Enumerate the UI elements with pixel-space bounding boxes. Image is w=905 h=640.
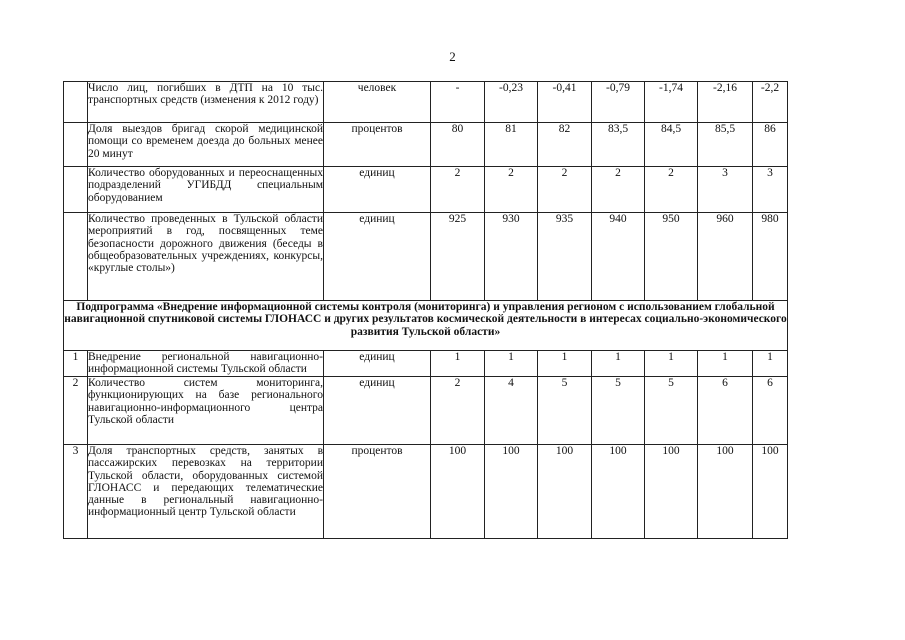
table-row <box>64 377 788 445</box>
indicators-table <box>63 81 788 539</box>
table-row <box>64 351 788 377</box>
indicator-value: 100 <box>592 445 645 539</box>
indicator-name: Число лиц, погибших в ДТП на 10 тыс. транспортных средств (изменения к 2012 году) <box>88 82 324 123</box>
indicator-value: 960 <box>698 213 753 301</box>
indicator-value: 2 <box>431 167 485 213</box>
indicator-value: 100 <box>538 445 592 539</box>
indicator-value: 930 <box>485 213 538 301</box>
indicator-value: 1 <box>698 351 753 377</box>
page-number: 2 <box>449 49 456 64</box>
row-number <box>64 82 88 123</box>
row-number <box>64 167 88 213</box>
indicator-value: 6 <box>753 377 788 445</box>
indicator-value: 3 <box>698 167 753 213</box>
indicator-value: 980 <box>753 213 788 301</box>
indicator-value: 2 <box>645 167 698 213</box>
indicator-value: 2 <box>431 377 485 445</box>
indicator-value: 935 <box>538 213 592 301</box>
row-number <box>64 123 88 167</box>
indicator-value: -2,2 <box>753 82 788 123</box>
indicator-value: 100 <box>485 445 538 539</box>
indicator-value: 1 <box>485 351 538 377</box>
unit-of-measure: единиц <box>324 167 431 213</box>
indicator-value: 2 <box>485 167 538 213</box>
indicator-value: 6 <box>698 377 753 445</box>
indicator-value: 86 <box>753 123 788 167</box>
table-row <box>64 82 788 123</box>
indicator-value: 100 <box>431 445 485 539</box>
indicator-value: -0,41 <box>538 82 592 123</box>
unit-of-measure: единиц <box>324 377 431 445</box>
indicator-value: 85,5 <box>698 123 753 167</box>
indicator-value: -1,74 <box>645 82 698 123</box>
indicator-value: 5 <box>592 377 645 445</box>
indicator-value: 100 <box>645 445 698 539</box>
indicator-value: 100 <box>698 445 753 539</box>
indicator-value: 82 <box>538 123 592 167</box>
indicator-value: 1 <box>645 351 698 377</box>
unit-of-measure: единиц <box>324 351 431 377</box>
indicator-value: 2 <box>592 167 645 213</box>
indicator-value: 940 <box>592 213 645 301</box>
row-number <box>64 213 88 301</box>
row-number: 1 <box>64 351 88 377</box>
indicator-name: Внедрение региональной навигационно-информационной системы Тульской области <box>88 351 323 376</box>
table-row <box>64 213 788 301</box>
row-number: 3 <box>64 445 88 539</box>
indicator-value: 1 <box>592 351 645 377</box>
indicator-name: Количество проведенных в Тульской области мероприятий в год, посвященных теме безопасности дорожного движения (беседы в общеобразовательных учреждениях, конкурсы, «круглые столы») <box>88 213 324 301</box>
indicator-value: 1 <box>538 351 592 377</box>
table-row <box>64 123 788 167</box>
unit-of-measure: процентов <box>324 123 431 167</box>
row-number: 2 <box>64 377 88 445</box>
table-row <box>64 445 788 539</box>
indicator-value: 1 <box>431 351 485 377</box>
indicator-value: 83,5 <box>592 123 645 167</box>
indicator-value: 950 <box>645 213 698 301</box>
subprogram-title: Подпрограмма «Внедрение информационной системы контроля (мониторинга) и управления регионом с использованием глобальной навигационной спутниковой системы ГЛОНАСС и других результатов космической деятельности в интересах социально-экономического развития Тульской области» <box>64 301 788 351</box>
table-body <box>64 82 788 539</box>
subprogram-header-row <box>64 301 788 351</box>
indicator-value: -0,79 <box>592 82 645 123</box>
indicator-value: 925 <box>431 213 485 301</box>
indicator-value: 3 <box>753 167 788 213</box>
indicator-name: Доля транспортных средств, занятых в пассажирских перевозках на территории Тульской области, оборудованных системой ГЛОНАСС и передающих телематические данные в региональный навигационно-информационный центр Тульской области <box>88 445 324 539</box>
table-row <box>64 167 788 213</box>
indicator-name: Количество систем мониторинга, функционирующих на базе регионального навигационно-информационного центра Тульской области <box>88 377 324 445</box>
indicator-value: 100 <box>753 445 788 539</box>
indicator-name: Доля выездов бригад скорой медицинской помощи со временем доезда до больных менее 20 минут <box>88 123 324 167</box>
indicator-value: 2 <box>538 167 592 213</box>
unit-of-measure: процентов <box>324 445 431 539</box>
unit-of-measure: человек <box>324 82 431 123</box>
unit-of-measure: единиц <box>324 213 431 301</box>
indicator-value: 4 <box>485 377 538 445</box>
indicator-value: -0,23 <box>485 82 538 123</box>
indicator-value: -2,16 <box>698 82 753 123</box>
indicator-value: 81 <box>485 123 538 167</box>
indicator-value: 5 <box>538 377 592 445</box>
indicator-value: 80 <box>431 123 485 167</box>
indicator-value: 1 <box>753 351 788 377</box>
indicator-value: - <box>431 82 485 123</box>
indicator-name: Количество оборудованных и переоснащенных подразделений УГИБДД специальным оборудованием <box>88 167 324 213</box>
indicator-value: 84,5 <box>645 123 698 167</box>
indicator-value: 5 <box>645 377 698 445</box>
